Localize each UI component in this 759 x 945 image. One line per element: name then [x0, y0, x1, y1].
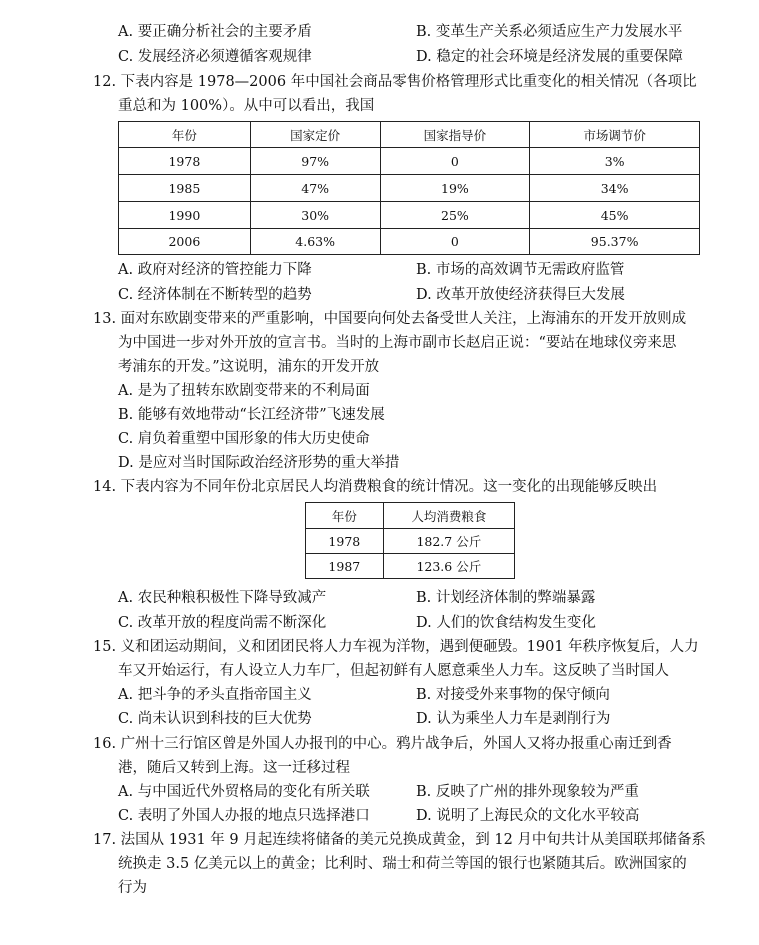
q14-stem-line1: 14. 下表内容为不同年份北京居民人均消费粮食的统计情况。这一变化的出现能够反映出	[93, 479, 658, 495]
table-header-cell: 国家定价	[250, 122, 380, 148]
table-cell: 1987	[306, 554, 384, 579]
q12-option-a[interactable]: A. 政府对经济的管控能力下降	[118, 262, 312, 278]
q12-option-d[interactable]: D. 改革开放使经济获得巨大发展	[416, 287, 625, 303]
table-row	[119, 148, 700, 175]
q12-option-b[interactable]: B. 市场的高效调节无需政府监管	[416, 262, 625, 278]
q15-option-b[interactable]: B. 对接受外来事物的保守倾向	[416, 687, 610, 703]
table-row	[306, 529, 515, 554]
q15-option-a[interactable]: A. 把斗争的矛头直指帝国主义	[118, 687, 312, 703]
q11-option-d[interactable]: D. 稳定的社会环境是经济发展的重要保障	[416, 49, 683, 65]
q14-option-d[interactable]: D. 人们的饮食结构发生变化	[416, 615, 596, 631]
table-cell: 45%	[530, 202, 700, 229]
table-header-cell: 人均消费粮食	[383, 503, 514, 529]
q12-stem-line2: 重总和为 100%）。从中可以看出，我国	[118, 98, 375, 114]
q13-stem-line3: 考浦东的开发。”这说明，浦东的开发开放	[118, 359, 380, 375]
table-header-cell: 年份	[119, 122, 251, 148]
q13-option-b[interactable]: B. 能够有效地带动“长江经济带”飞速发展	[118, 407, 385, 423]
table-header-row	[306, 503, 515, 529]
q16-option-c[interactable]: C. 表明了外国人办报的地点只选择港口	[118, 808, 370, 824]
table-cell: 1978	[306, 529, 384, 554]
table-cell: 0	[380, 148, 530, 175]
q15-stem-line2: 车又开始运行，有人设立人力车厂，但起初鲜有人愿意乘坐人力车。这反映了当时国人	[118, 663, 669, 679]
q12-price-table	[118, 121, 700, 255]
q13-option-a[interactable]: A. 是为了扭转东欧剧变带来的不利局面	[118, 383, 370, 399]
q12-stem-line1: 12. 下表内容是 1978—2006 年中国社会商品零售价格管理形式比重变化的相关情况（各项比	[93, 74, 697, 90]
table-cell: 95.37%	[530, 229, 700, 255]
table-header-row	[119, 122, 700, 148]
table-header-cell: 国家指导价	[380, 122, 530, 148]
table-cell: 19%	[380, 175, 530, 202]
table-cell: 30%	[250, 202, 380, 229]
table-header-cell: 年份	[306, 503, 384, 529]
table-cell: 123.6 公斤	[383, 554, 514, 579]
q15-stem-line1: 15. 义和团运动期间，义和团团民将人力车视为洋物，遇到便砸毁。1901 年秩序恢复后，人力	[93, 639, 699, 655]
q14-grain-table	[305, 502, 515, 579]
q13-option-c[interactable]: C. 肩负着重塑中国形象的伟大历史使命	[118, 431, 370, 447]
q16-option-d[interactable]: D. 说明了上海民众的文化水平较高	[416, 808, 640, 824]
q16-stem-line2: 港，随后又转到上海。这一迁移过程	[118, 760, 350, 776]
table-cell: 3%	[530, 148, 700, 175]
q16-stem-line1: 16. 广州十三行馆区曾是外国人办报刊的中心。鸦片战争后，外国人又将办报重心南迁到香	[93, 736, 672, 752]
q13-stem-line2: 为中国进一步对外开放的宣言书。当时的上海市副市长赵启正说：“要站在地球仪旁来思	[118, 335, 677, 351]
q16-option-a[interactable]: A. 与中国近代外贸格局的变化有所关联	[118, 784, 370, 800]
q11-option-a[interactable]: A. 要正确分析社会的主要矛盾	[118, 24, 312, 40]
table-cell: 34%	[530, 175, 700, 202]
table-cell: 97%	[250, 148, 380, 175]
table-cell: 47%	[250, 175, 380, 202]
table-cell: 1985	[119, 175, 251, 202]
q17-stem-line2: 统换走 3.5 亿美元以上的黄金；比利时、瑞士和荷兰等国的银行也紧随其后。欧洲国家的	[118, 856, 687, 872]
q17-stem-line1: 17. 法国从 1931 年 9 月起连续将储备的美元兑换成黄金，到 12 月中旬共计从美国联邦储备系	[93, 832, 706, 848]
table-row	[119, 175, 700, 202]
q14-option-a[interactable]: A. 农民种粮积极性下降导致减产	[118, 590, 327, 606]
table-cell: 1978	[119, 148, 251, 175]
table-cell: 25%	[380, 202, 530, 229]
q16-option-b[interactable]: B. 反映了广州的排外现象较为严重	[416, 784, 639, 800]
table-cell: 4.63%	[250, 229, 380, 255]
table-row	[119, 229, 700, 255]
q11-option-b[interactable]: B. 变革生产关系必须适应生产力发展水平	[416, 24, 683, 40]
q11-option-c[interactable]: C. 发展经济必须遵循客观规律	[118, 49, 312, 65]
table-row	[119, 202, 700, 229]
q15-option-c[interactable]: C. 尚未认识到科技的巨大优势	[118, 711, 312, 727]
q13-stem-line1: 13. 面对东欧剧变带来的严重影响，中国要向何处去备受世人关注，上海浦东的开发开放则成	[93, 311, 687, 327]
q14-option-c[interactable]: C. 改革开放的程度尚需不断深化	[118, 615, 327, 631]
q13-option-d[interactable]: D. 是应对当时国际政治经济形势的重大举措	[118, 455, 400, 471]
q15-option-d[interactable]: D. 认为乘坐人力车是剥削行为	[416, 711, 611, 727]
q14-option-b[interactable]: B. 计划经济体制的弊端暴露	[416, 590, 596, 606]
table-cell: 2006	[119, 229, 251, 255]
q17-stem-line3: 行为	[118, 880, 147, 896]
table-cell: 1990	[119, 202, 251, 229]
table-cell: 0	[380, 229, 530, 255]
table-cell: 182.7 公斤	[383, 529, 514, 554]
table-row	[306, 554, 515, 579]
q12-option-c[interactable]: C. 经济体制在不断转型的趋势	[118, 287, 312, 303]
table-header-cell: 市场调节价	[530, 122, 700, 148]
